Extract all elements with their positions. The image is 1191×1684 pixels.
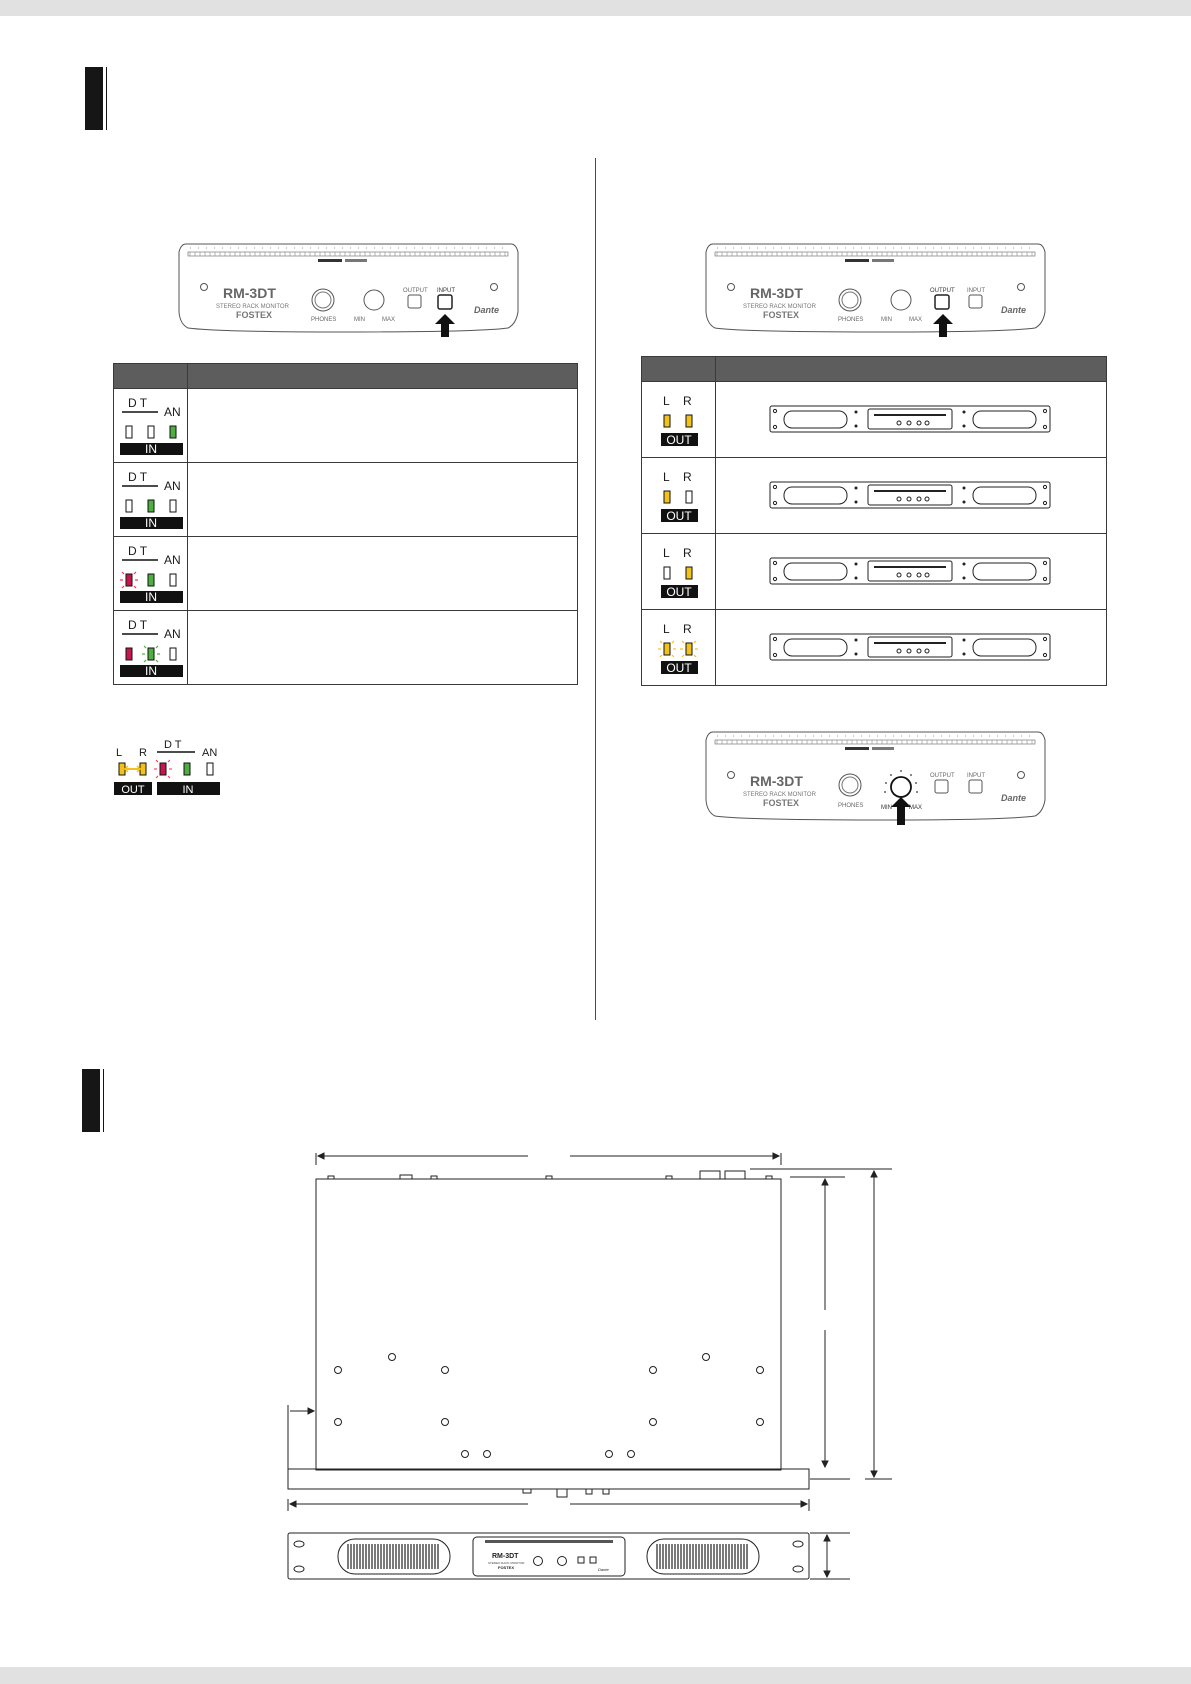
r-label: R [683,393,692,408]
indicator-cell [114,389,188,463]
rack-cell [716,534,1107,610]
section-marker-1 [85,67,107,130]
in-label: IN [182,784,194,796]
r-led [686,643,692,655]
column-divider [595,158,596,1020]
page-top-band [0,0,1191,16]
l-label: L [663,545,670,560]
input-status-table [113,363,578,685]
model-subtitle: STEREO RACK MONITOR [743,792,816,798]
model-name: RM-3DT [223,285,276,301]
front-model-subtitle: STEREO RACK MONITOR [488,1561,525,1565]
page-bottom-band [0,1667,1191,1684]
dt1-led [126,426,132,438]
brand-logo: FOSTEX [236,310,273,320]
dt2-led [148,574,154,586]
phones-label: PHONES [311,317,337,323]
dt2-led [148,648,154,660]
table-header-row [642,357,1107,382]
combined-indicator-example [112,738,222,798]
r-label: R [683,621,692,636]
min-label: MIN [354,317,365,323]
table-header-cell [642,357,716,382]
an-led [170,426,176,438]
in-label: IN [145,441,157,456]
l-label: L [116,747,123,759]
r-led [686,415,692,427]
indicator-cell [642,534,716,610]
indicator-cell [642,458,716,534]
indicator-cell [642,382,716,458]
output-indicator [642,385,715,455]
table-header-cell [716,357,1107,382]
front-panel-volume [705,730,1046,830]
description-cell [188,537,578,611]
dt1-led [126,500,132,512]
out-label: OUT [666,584,692,599]
table-header-row [114,364,578,389]
dimensions-drawing [280,1145,900,1585]
output-indicator [642,613,715,683]
max-label: MAX [909,317,923,323]
indicator-cell [114,463,188,537]
brand-logo: FOSTEX [763,310,800,320]
an-label: AN [164,404,181,419]
front-panel-output [705,242,1046,342]
model-name: RM-3DT [750,285,803,301]
table-row [114,463,578,537]
dante-logo: Dante [1001,305,1027,315]
phones-label: PHONES [838,317,864,323]
rack-unit-icon [716,382,1106,452]
dt1-led [126,574,132,586]
table-row [642,458,1107,534]
front-model-name: RM-3DT [492,1553,519,1560]
table-row [114,537,578,611]
max-label: MAX [909,805,923,811]
in-label: IN [145,663,157,678]
table-row [642,610,1107,686]
l-led [664,643,670,655]
description-cell [188,389,578,463]
table-row [642,534,1107,610]
in-label: IN [145,515,157,530]
out-label: OUT [666,432,692,447]
rack-unit-icon [716,458,1106,528]
model-subtitle: STEREO RACK MONITOR [743,304,816,310]
r-label: R [139,747,147,759]
out-label: OUT [666,508,692,523]
rack-cell [716,382,1107,458]
in-label: IN [145,589,157,604]
l-led [664,491,670,503]
out-label: OUT [666,660,692,675]
dt-label: D T [128,543,148,558]
indicator-cell [642,610,716,686]
output-label: OUTPUT [403,288,428,294]
an-label: AN [164,626,181,641]
model-name: RM-3DT [750,773,803,789]
dt2-led [148,426,154,438]
table-row [642,382,1107,458]
brand-logo: FOSTEX [763,798,800,808]
input-indicator [114,391,187,461]
table-row [114,611,578,685]
out-label: OUT [121,784,145,796]
r-label: R [683,469,692,484]
input-indicator [114,539,187,609]
front-view [288,1533,809,1579]
min-label: MIN [881,805,892,811]
front-panel-input [178,242,519,342]
r-led [686,567,692,579]
r-label: R [683,545,692,560]
rack-cell [716,610,1107,686]
an-led [170,648,176,660]
input-label: INPUT [967,773,985,779]
description-cell [188,611,578,685]
r-led [686,491,692,503]
description-cell [188,463,578,537]
model-subtitle: STEREO RACK MONITOR [216,304,289,310]
dt-label: D T [164,739,182,751]
front-dante: Dante [598,1567,609,1572]
output-label: OUTPUT [930,773,955,779]
dt2-led [148,500,154,512]
rack-cell [716,458,1107,534]
table-row [114,389,578,463]
table-header-cell [114,364,188,389]
indicator-cell [114,537,188,611]
dante-logo: Dante [1001,793,1027,803]
dante-logo: Dante [474,305,500,315]
dt1-led [126,648,132,660]
output-status-table [641,356,1107,686]
dt-label: D T [128,395,148,410]
indicator-cell [114,611,188,685]
min-label: MIN [881,317,892,323]
input-label: INPUT [437,288,455,294]
section-marker-2 [82,1069,104,1132]
table-header-cell [188,364,578,389]
output-indicator [642,537,715,607]
an-led [170,500,176,512]
output-label: OUTPUT [930,288,955,294]
input-indicator [114,465,187,535]
front-brand: FOSTEX [498,1565,515,1570]
l-label: L [663,469,670,484]
dt-label: D T [128,469,148,484]
phones-label: PHONES [838,803,864,809]
output-indicator [642,461,715,531]
an-label: AN [164,478,181,493]
input-label: INPUT [967,288,985,294]
l-label: L [663,621,670,636]
an-led [170,574,176,586]
rack-unit-icon [716,610,1106,680]
rack-unit-icon [716,534,1106,604]
an-label: AN [164,552,181,567]
input-indicator [114,613,187,683]
an-label: AN [202,747,218,759]
l-led [664,567,670,579]
max-label: MAX [382,317,396,323]
l-label: L [663,393,670,408]
l-led [664,415,670,427]
dt-label: D T [128,617,148,632]
